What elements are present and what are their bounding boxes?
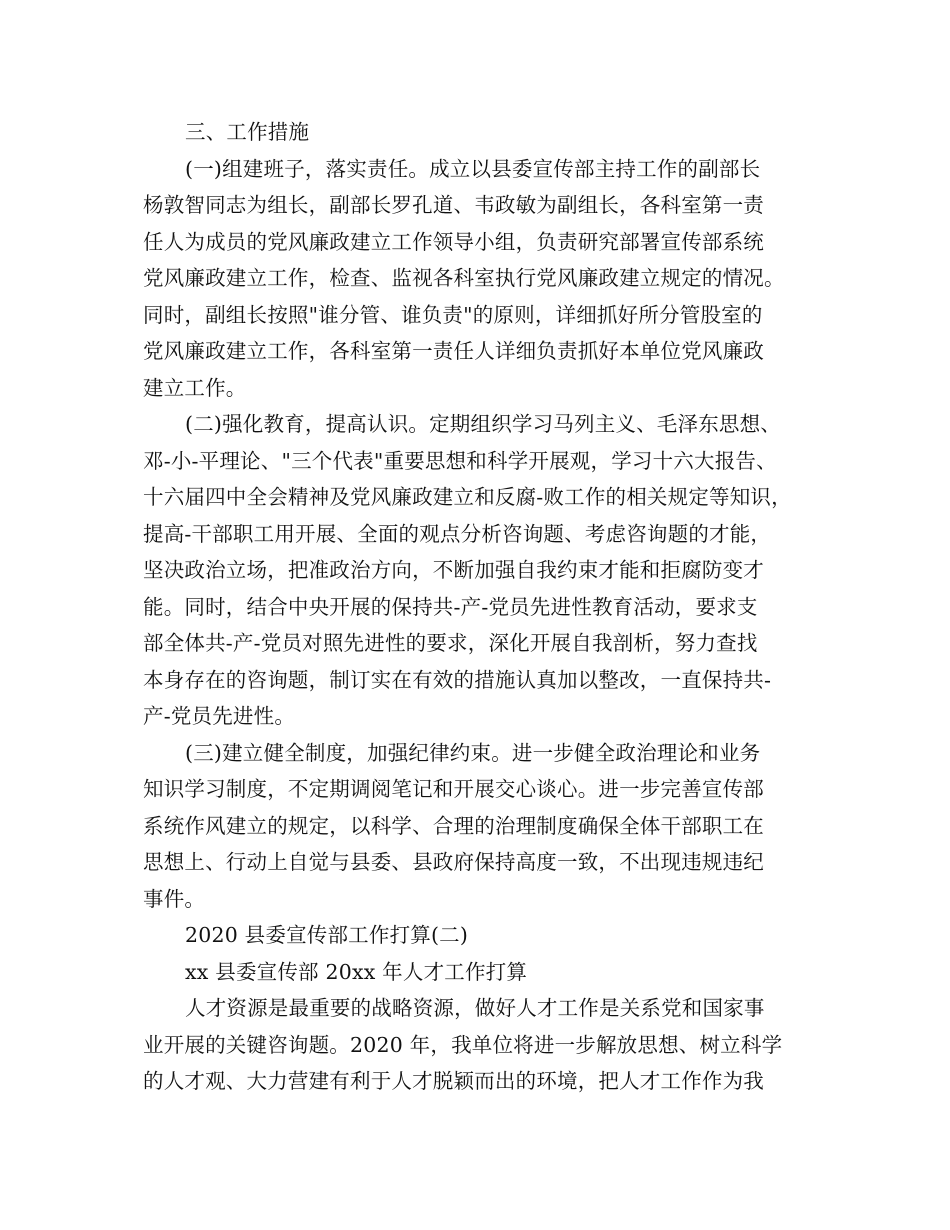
text-line: 思想上、行动上自觉与县委、县政府保持高度一致，不出现违规违纪 <box>143 850 764 874</box>
text-line: 部全体共-产-党员对照先进性的要求，深化开展自我剖析，努力查找 <box>143 631 758 655</box>
text-line: 任人为成员的党风廉政建立工作领导小组，负责研究部署宣传部系统 <box>143 229 764 254</box>
paragraph-talent-intro <box>143 990 815 1100</box>
text-line: 邓-小-平理论、"三个代表"重要思想和科学开展观，学习十六大报告、 <box>143 448 777 473</box>
text-line: 杨敦智同志为组长，副部长罗孔道、韦政敏为副组长，各科室第一责 <box>143 193 764 217</box>
text-line: 党风廉政建立工作，检查、监视各科室执行党风廉政建立规定的情况。 <box>143 266 785 290</box>
text-line: 产-党员先进性。 <box>143 704 296 728</box>
text-line: 知识学习制度，不定期调阅笔记和开展交心谈心。进一步完善宣传部 <box>143 777 764 801</box>
heading-line: 三、工作措施 <box>185 120 310 144</box>
heading-line: 2020 县委宣传部工作打算(二) <box>185 923 469 947</box>
text-line: 建立工作。 <box>143 375 247 400</box>
paragraph-organize-team <box>143 151 815 407</box>
heading-line: xx 县委宣传部 20xx 年人才工作打算 <box>185 959 528 984</box>
text-line: 系统作风建立的规定，以科学、合理的治理制度确保全体干部职工在 <box>143 813 764 838</box>
text-line: (三)建立健全制度，加强纪律约束。进一步健全政治理论和业务 <box>185 740 761 765</box>
text-line: 坚决政治立场，把准政治方向，不断加强自我约束才能和拒腐防变才 <box>143 558 764 582</box>
text-line: 本身存在的咨询题，制订实在有效的措施认真加以整改，一直保持共- <box>143 667 772 692</box>
text-line: 党风廉政建立工作，各科室第一责任人详细负责抓好本单位党风廉政 <box>143 339 764 363</box>
text-line: 同时，副组长按照"谁分管、谁负责"的原则，详细抓好所分管股室的 <box>143 302 763 327</box>
text-line: (一)组建班子，落实责任。成立以县委宣传部主持工作的副部长 <box>185 156 761 181</box>
text-line: 事件。 <box>143 886 206 911</box>
text-line: 业开展的关键咨询题。2020 年，我单位将进一步解放思想、树立科学 <box>143 1032 783 1057</box>
text-line: 的人才观、大力营建有利于人才脱颖而出的环境，把人才工作作为我 <box>143 1069 764 1093</box>
section-heading <box>143 114 815 151</box>
text-line: 十六届四中全会精神及党风廉政建立和反腐-败工作的相关规定等知识， <box>143 485 792 509</box>
document-body <box>143 114 815 1100</box>
text-line: 能。同时，结合中央开展的保持共-产-党员先进性教育活动，要求支 <box>143 594 758 619</box>
document-title <box>143 954 815 991</box>
document-subtitle <box>143 917 815 954</box>
paragraph-build-system <box>143 735 815 918</box>
paragraph-strengthen-education <box>143 406 815 735</box>
text-line: 人才资源是最重要的战略资源，做好人才工作是关系党和国家事 <box>185 996 765 1020</box>
text-line: 提高-干部职工用开展、全面的观点分析咨询题、考虑咨询题的才能， <box>143 521 772 546</box>
text-line: (二)强化教育，提高认识。定期组织学习马列主义、毛泽东思想、 <box>185 412 781 436</box>
